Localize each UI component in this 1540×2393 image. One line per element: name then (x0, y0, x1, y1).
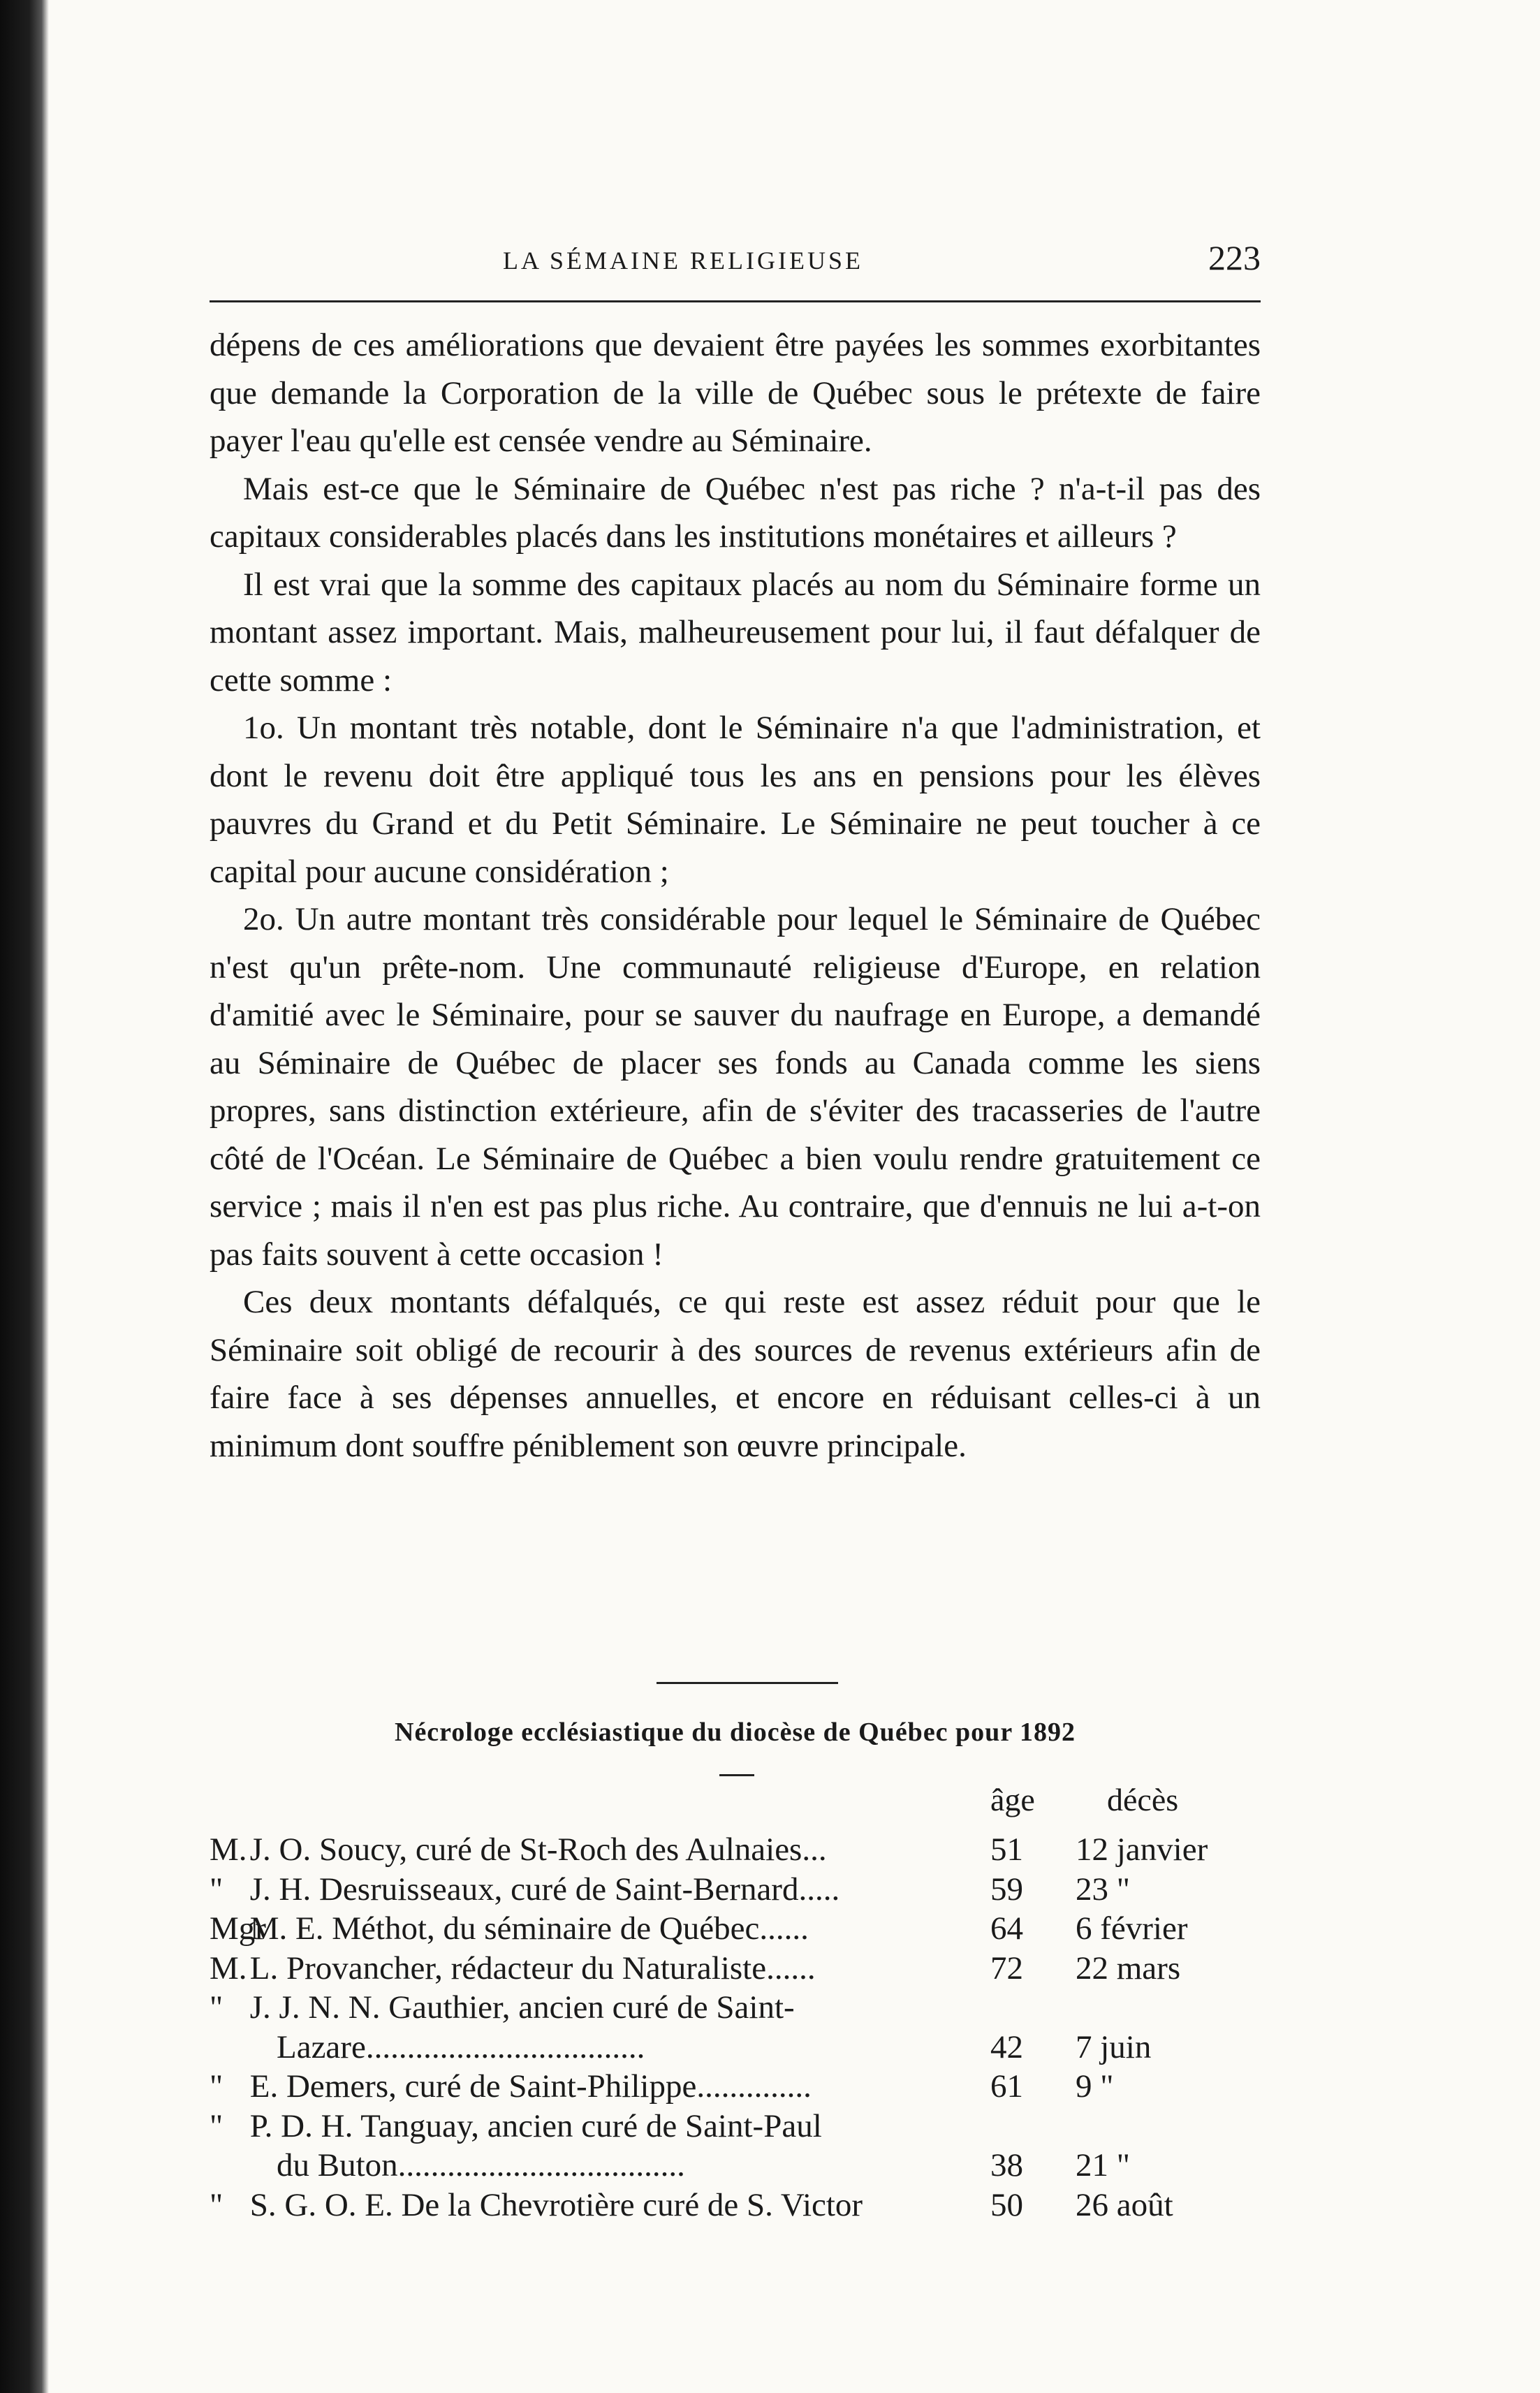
necrology-name-cell (210, 1870, 985, 1910)
leader-dots: ................................... (397, 2147, 685, 2183)
necrology-name-cell (210, 1909, 985, 1949)
necrology-row (210, 2146, 1261, 2186)
row-age: 51 (990, 1831, 1023, 1868)
paragraph: 1o. Un montant très notable, dont le Séminaire n'a que l'administration, et dont le revenu doit être appliqué tous les ans en pensions pour les élèves pauvres du Grand et du Petit Séminaire. Le Séminaire ne peut toucher à ce capital pour aucune considération ; (210, 710, 1261, 890)
necrology-name-cell (210, 1949, 985, 1989)
necrology-name-cell (210, 1988, 985, 2028)
necrology-row (210, 2028, 1261, 2068)
body-text (210, 321, 1261, 1470)
paragraph: Ces deux montants défalqués, ce qui reste est assez réduit pour que le Séminaire soit obligé de recourir à des sources de revenus extérieurs afin de faire face à ses dépenses annuelles, et encore en réduisant celles-ci à un minimum dont souffre péniblement son œuvre principale. (210, 1284, 1261, 1464)
leader-dots: ... (802, 1831, 827, 1868)
leader-dots: ..... (798, 1871, 840, 1908)
necrology-row (210, 1870, 1261, 1910)
row-death: 12 janvier (1076, 1831, 1208, 1868)
necrology-name-cell (210, 2067, 985, 2107)
necrology-row (210, 1949, 1261, 1989)
row-prefix: Mgr (210, 1910, 266, 1947)
necrology-row (210, 2067, 1261, 2107)
necrology-row (210, 1909, 1261, 1949)
leader-dots: ...... (759, 1910, 809, 1947)
row-age: 38 (990, 2147, 1023, 2183)
row-name: J. H. Desruisseaux, curé de Saint-Bernard (249, 1871, 799, 1908)
necrology-name-cell (210, 2028, 985, 2068)
row-death: 7 juin (1076, 2028, 1152, 2065)
row-name: S. G. O. E. De la Chevrotière curé de S. Victor (249, 2186, 863, 2223)
row-name: J. O. Soucy, curé de St-Roch des Aulnaies (249, 1831, 802, 1868)
row-prefix: " (210, 2107, 223, 2144)
necrology-name-cell (210, 2107, 985, 2146)
page-number: 223 (1208, 238, 1261, 277)
row-name: M. E. Méthot, du séminaire de Québec (249, 1910, 760, 1947)
row-age: 42 (990, 2028, 1023, 2065)
row-age: 50 (990, 2186, 1023, 2223)
row-age: 61 (990, 2068, 1023, 2105)
running-title: LA SÉMAINE RELIGIEUSE (503, 247, 863, 275)
row-name: J. J. N. N. Gauthier, ancien curé de Saint- (249, 1989, 795, 2026)
row-name: L. Provancher, rédacteur du Naturaliste (249, 1949, 767, 1986)
necrology-name-cell (210, 1830, 985, 1870)
necrology-row (210, 2186, 1261, 2225)
row-name: E. Demers, curé de Saint-Philippe (249, 2068, 697, 2105)
necrology-list (210, 1830, 1261, 2225)
paragraph: 2o. Un autre montant très considérable pour lequel le Séminaire de Québec n'est qu'un prête-nom. Une communauté religieuse d'Europe, en relation d'amitié avec le Séminaire, pour se sauver du naufrage en Europe, a demandé au Séminaire de Québec de placer ses fonds au Canada comme les siens propres, sans distinction extérieure, afin de s'éviter des tracasseries de l'autre côté de l'Océan. Le Séminaire de Québec a bien voulu rendre gratuitement ce service ; mais il n'en est pas plus riche. Au contraire, que d'ennuis ne lui a-t-on pas faits souvent à cette occasion ! (210, 901, 1261, 1273)
row-death: 23 " (1076, 1871, 1130, 1908)
necrology-name-cell (210, 2146, 985, 2186)
running-head (210, 237, 1261, 286)
column-header-death: décès (1107, 1782, 1179, 1817)
book-spine-shadow (0, 0, 49, 2393)
row-prefix: " (210, 2186, 223, 2223)
section-divider (657, 1682, 838, 1684)
necrology-row (210, 2107, 1261, 2146)
necrology-row (210, 1830, 1261, 1870)
column-header-age: âge (990, 1782, 1035, 1817)
row-prefix: M. (210, 1831, 247, 1868)
title-dash (719, 1774, 754, 1776)
row-name: P. D. H. Tanguay, ancien curé de Saint-Paul (249, 2107, 822, 2144)
row-age: 64 (990, 1910, 1023, 1947)
row-death: 22 mars (1076, 1949, 1181, 1986)
necrology-name-cell (210, 2186, 985, 2225)
row-prefix: " (210, 2068, 223, 2105)
row-prefix: " (210, 1989, 223, 2026)
row-age: 72 (990, 1949, 1023, 1986)
necrology-column-headers (210, 1781, 1261, 1823)
row-death: 26 août (1076, 2186, 1173, 2223)
row-prefix: " (210, 1871, 223, 1908)
header-rule (210, 300, 1261, 302)
row-name: Lazare (277, 2028, 366, 2065)
leader-dots: .................................. (365, 2028, 645, 2065)
row-prefix: M. (210, 1949, 247, 1986)
necrology-title: Nécrologe ecclésiastique du diocèse de Québec pour 1892 (395, 1718, 1076, 1747)
necrology-row (210, 1988, 1261, 2028)
row-death: 21 " (1076, 2147, 1130, 2183)
row-death: 9 " (1076, 2068, 1114, 2105)
leader-dots: .............. (696, 2068, 812, 2105)
paragraph: Mais est-ce que le Séminaire de Québec n'est pas riche ? n'a-t-il pas des capitaux considerables placés dans les institutions monétaires et ailleurs ? (210, 470, 1261, 555)
row-age: 59 (990, 1871, 1023, 1908)
paragraph: dépens de ces améliorations que devaient être payées les sommes exorbitantes que demande la Corporation de la ville de Québec sous le prétexte de faire payer l'eau qu'elle est censée vendre au Séminaire. (210, 327, 1261, 459)
leader-dots: ...... (766, 1949, 816, 1986)
row-name: du Buton (277, 2147, 398, 2183)
row-death: 6 février (1076, 1910, 1188, 1947)
paragraph: Il est vrai que la somme des capitaux placés au nom du Séminaire forme un montant assez important. Mais, malheureusement pour lui, il faut défalquer de cette somme : (210, 566, 1261, 698)
